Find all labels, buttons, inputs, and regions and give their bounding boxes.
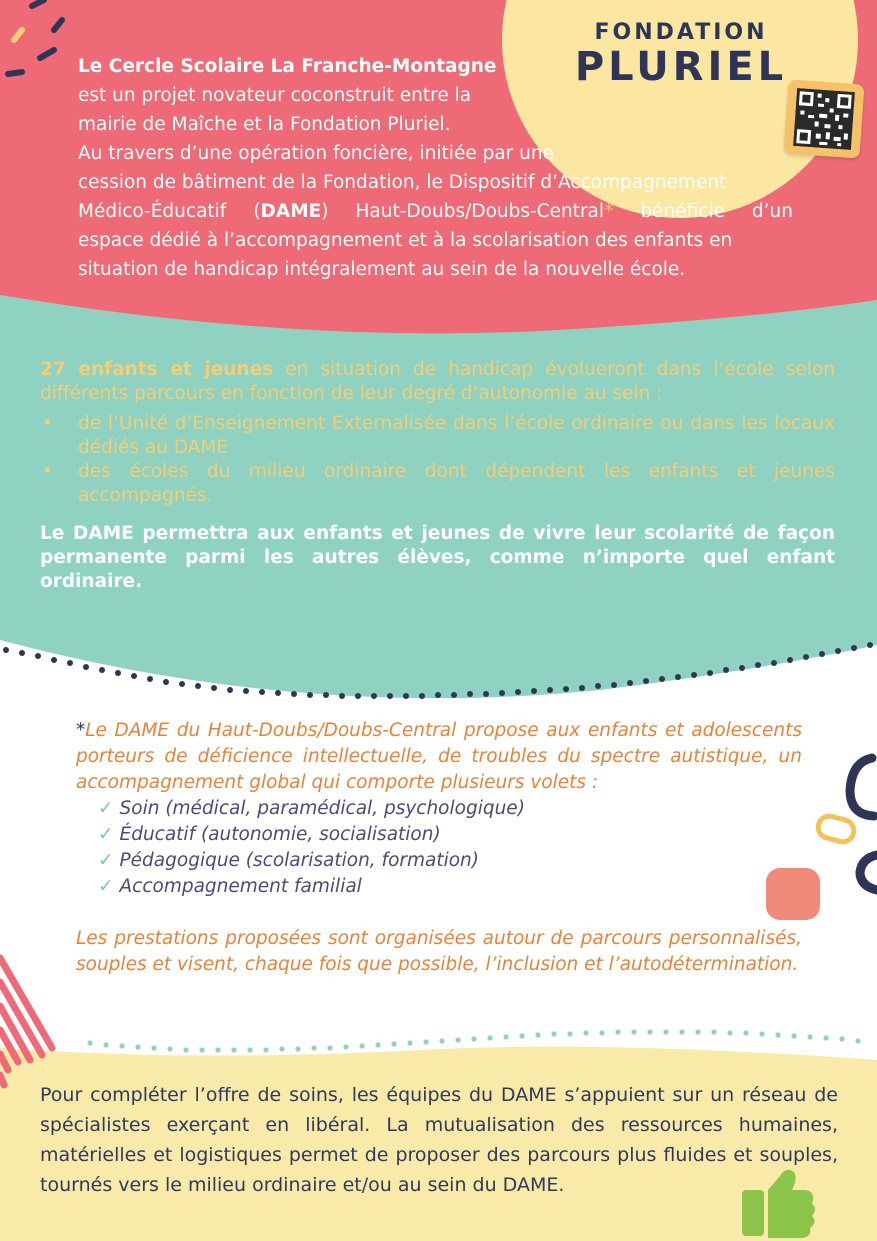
dame-intro-text: Le DAME du Haut-Doubs/Doubs-Central propose aux enfants et adolescents porteurs de déficience intellectuelle, de troubles du spectre autistique, un accompagnement global qui comporte plusieurs volets :: [76, 720, 802, 793]
list-item: [98, 848, 802, 874]
list-item: [40, 460, 835, 508]
list-item-text: Éducatif (autonomie, socialisation): [119, 824, 441, 845]
dame-volets-list: [76, 796, 802, 900]
dame-description-section: [76, 718, 802, 978]
list-item-text: Accompagnement familial: [119, 876, 362, 897]
intro-line: situation de handicap intégralement au sein de la nouvelle école.: [78, 259, 686, 280]
list-item: [98, 874, 802, 900]
intro-line: est un projet novateur coconstruit entre la: [78, 85, 472, 106]
intro-line: mairie de Maîche et la Fondation Pluriel.: [78, 114, 451, 135]
bullet-icon: •: [42, 461, 53, 482]
intro-text: Médico-Éducatif (: [78, 201, 261, 222]
checkmark-icon: ✓: [98, 798, 114, 819]
network-paragraph: Pour compléter l’offre de soins, les équipes du DAME s’appuient sur un réseau de spécialistes exerçant en libéral. La mutualisation des ressources humaines, matérielles et logistiques permet de proposer des parcours plus fluides et souples, tournés vers le milieu ordinaire et/ou au sein du DAME.: [40, 1084, 838, 1196]
dame-intro: [76, 718, 802, 796]
list-item-text: Soin (médical, paramédical, psychologique): [119, 798, 525, 819]
intro-line: cession de bâtiment de la Fondation, le Dispositif d’Accompagnement: [78, 172, 727, 193]
footnote-star: *: [76, 720, 86, 741]
bullet-icon: •: [42, 413, 53, 434]
intro-section: [78, 52, 798, 284]
intro-line-dame: [78, 197, 793, 226]
list-item: [98, 796, 802, 822]
students-bullet-list: [40, 412, 835, 508]
intro-line: Au travers d’une opération foncière, initiée par une: [78, 143, 554, 164]
footnote-star: *: [604, 201, 614, 222]
intro-text: bénéficie d’un: [613, 201, 793, 222]
students-section: [40, 358, 835, 594]
intro-lead: Le Cercle Scolaire La Franche-Montagne: [78, 56, 497, 77]
dame-acronym: DAME: [260, 201, 322, 222]
list-item: [40, 412, 835, 460]
logo-line-fondation: FONDATION: [594, 20, 768, 45]
students-intro: [40, 358, 835, 406]
list-item-text: Pédagogique (scolarisation, formation): [119, 850, 480, 871]
students-intro-text: en situation de handicap évolueront dans l’école selon différents parcours en fonction de leur degré d’autonomie au sein :: [40, 359, 835, 404]
checkmark-icon: ✓: [98, 850, 114, 871]
qr-code-icon: [793, 88, 855, 150]
checkmark-icon: ✓: [98, 824, 114, 845]
network-section: [40, 1080, 838, 1200]
intro-line: espace dédié à l’accompagnement et à la scolarisation des enfants en: [78, 230, 733, 251]
intro-text: ) Haut-Doubs/Doubs-Central: [321, 201, 605, 222]
checkmark-icon: ✓: [98, 876, 114, 897]
list-item-text: des écoles du milieu ordinaire dont dépendent les enfants et jeunes accompagnés.: [78, 461, 835, 506]
students-conclusion: Le DAME permettra aux enfants et jeunes de vivre leur scolarité de façon permanente parmi les autres élèves, comme n’importe quel enfant ordinaire.: [40, 523, 835, 592]
logo-line-pluriel: PLURIEL: [574, 44, 788, 90]
list-item-text: de l’Unité d’Enseignement Externalisée dans l’école ordinaire ou dans les locaux dédiés au DAME: [78, 413, 835, 458]
list-item: [98, 822, 802, 848]
prestations-paragraph: Les prestations proposées sont organisées autour de parcours personnalisés, souples et visent, chaque fois que possible, l’inclusion et l’autodétermination.: [76, 928, 802, 975]
students-count: 27 enfants et jeunes: [40, 359, 274, 380]
